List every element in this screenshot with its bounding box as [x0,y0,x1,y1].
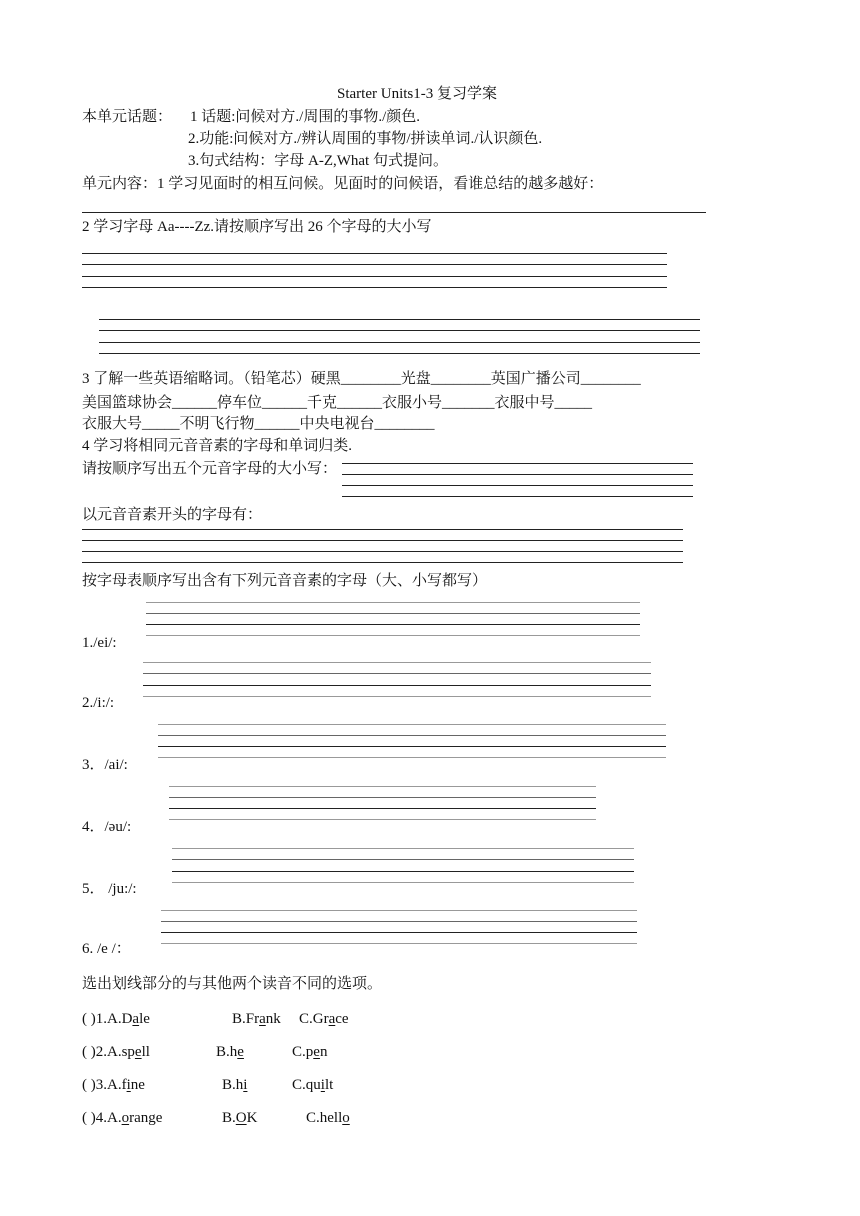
answer-line[interactable] [169,786,596,787]
answer-line[interactable] [342,463,693,464]
topic-item-2: 2.功能:问候对方./辨认周围的事物/拼读单词./认识颜色. [188,131,543,147]
answer-line[interactable] [146,635,640,636]
answer-line[interactable] [161,943,637,944]
answer-line[interactable] [99,330,700,331]
section-4-title: 4 学习将相同元音音素的字母和单词归类. [82,438,353,454]
answer-line[interactable] [146,602,640,603]
section-3-line-2: 美国篮球协会______停车位______千克______衣服小号_______衣服中号_____ [82,395,593,411]
answer-line[interactable] [82,264,667,265]
answer-line[interactable] [172,848,634,849]
vowel-prompt: 请按顺序写出五个元音字母的大小写： [82,461,338,477]
topic-item-1: 1 话题:问候对方./周围的事物./颜色. [190,109,421,125]
question-2: ( )2.A.spell [82,1044,150,1060]
answer-line[interactable] [143,685,651,686]
question-4: ( )4.A.orange [82,1110,163,1126]
answer-line[interactable] [82,276,667,277]
section-3-line-3: 衣服大号_____不明飞行物______中央电视台________ [82,416,435,432]
option-c: C.Grace [299,1011,349,1027]
answer-line[interactable] [342,485,693,486]
answer-line[interactable] [99,353,700,354]
question-1: ( )1.A.Dale [82,1011,150,1027]
section-2-title: 2 学习字母 Aa----Zz.请按顺序写出 26 个字母的大小写 [82,219,432,235]
sound-prompt: 按字母表顺序写出含有下列元音音素的字母（大、小写都写） [82,573,488,589]
answer-line[interactable] [82,529,683,530]
answer-line[interactable] [172,859,634,860]
answer-line[interactable] [82,212,706,213]
answer-line[interactable] [99,342,700,343]
answer-blank[interactable]: ( )1. [82,1011,107,1027]
option-c: C.hello [306,1110,350,1126]
exercise-title: 选出划线部分的与其他两个读音不同的选项。 [82,976,383,992]
answer-line[interactable] [82,287,667,288]
answer-line[interactable] [158,724,666,725]
section-3-line-1: 3 了解一些英语缩略词。（铅笔芯）硬黑________光盘________英国广播公司________ [82,371,641,387]
answer-line[interactable] [82,540,683,541]
vowel-start-prompt: 以元音音素开头的字母有： [82,507,263,523]
answer-line[interactable] [99,319,700,320]
answer-line[interactable] [161,910,637,911]
answer-line[interactable] [143,696,651,697]
answer-line[interactable] [158,757,666,758]
option-b: B.OK [222,1110,258,1126]
answer-line[interactable] [146,613,640,614]
sound-i-label: 2./i:/: [82,695,115,711]
question-3: ( )3.A.fine [82,1077,145,1093]
answer-line[interactable] [172,882,634,883]
page-title: Starter Units1-3 复习学案 [337,86,497,102]
sound-ei-label: 1./ei/: [82,635,117,651]
sound-ju-label: 5． /ju:/: [82,881,137,897]
answer-line[interactable] [82,551,683,552]
answer-line[interactable] [172,871,634,872]
answer-line[interactable] [161,921,637,922]
answer-line[interactable] [143,662,651,663]
answer-line[interactable] [342,496,693,497]
topic-item-3: 3.句式结构：字母 A-Z,What 句式提问。 [188,153,448,169]
option-b: B.hi [222,1077,248,1093]
answer-line[interactable] [158,746,666,747]
answer-blank[interactable]: ( )3. [82,1077,107,1093]
answer-line[interactable] [342,474,693,475]
option-c: C.quilt [292,1077,334,1093]
answer-line[interactable] [146,624,640,625]
answer-line[interactable] [169,819,596,820]
sound-ai-label: 3．/ai/: [82,757,128,773]
answer-line[interactable] [169,808,596,809]
topic-label: 本单元话题： [82,109,173,125]
answer-line[interactable] [161,932,637,933]
answer-line[interactable] [143,673,651,674]
answer-blank[interactable]: ( )4. [82,1110,107,1126]
option-b: B.Frank [232,1011,281,1027]
answer-line[interactable] [82,562,683,563]
option-c: C.pen [292,1044,328,1060]
sound-ou-label: 4．/əu/: [82,819,132,835]
content-intro: 单元内容：1 学习见面时的相互问候。见面时的问候语，看谁总结的越多越好： [82,176,604,192]
sound-e-label: 6. /e /： [82,941,131,957]
answer-line[interactable] [169,797,596,798]
answer-line[interactable] [158,735,666,736]
option-b: B.he [216,1044,244,1060]
answer-blank[interactable]: ( )2. [82,1044,107,1060]
answer-line[interactable] [82,253,667,254]
